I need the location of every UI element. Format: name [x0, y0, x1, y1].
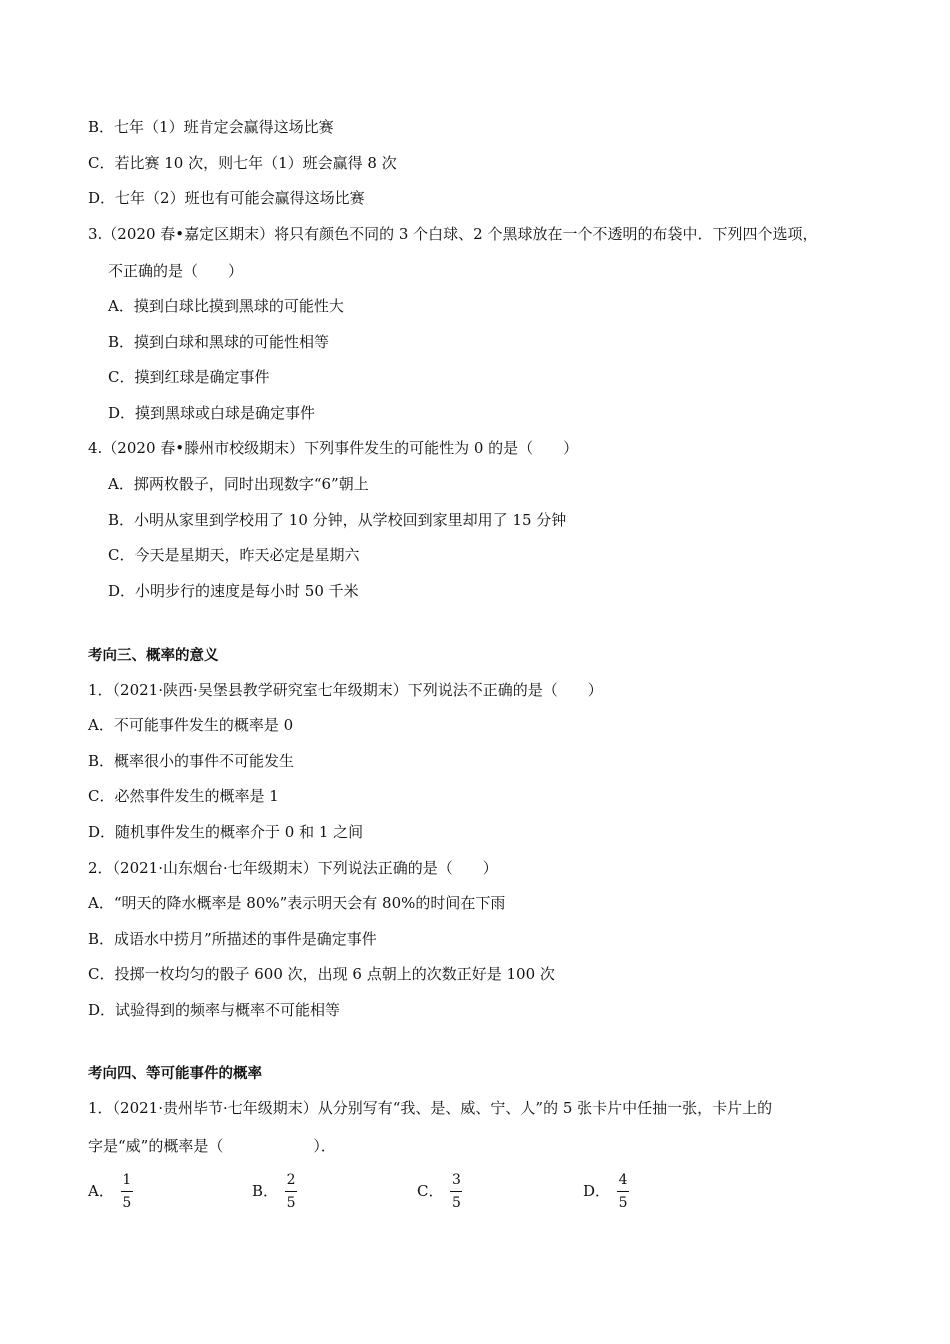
fraction	[284, 1172, 298, 1211]
prev-option-c: C．若比赛 10 次，则七年（1）班会赢得 8 次	[88, 154, 397, 172]
fraction-denominator: 5	[286, 1194, 296, 1211]
s4-q1-option-b	[252, 1166, 298, 1216]
s3-q1-option-a: A．不可能事件发生的概率是 0	[88, 716, 294, 734]
s3-q1-option-d: D．随机事件发生的概率介于 0 和 1 之间	[88, 823, 364, 841]
s4-q1-option-d	[583, 1166, 630, 1216]
fraction	[120, 1172, 134, 1211]
fraction-numerator: 3	[452, 1171, 461, 1188]
fraction-bar	[285, 1191, 297, 1192]
prev-option-d: D．七年（2）班也有可能会赢得这场比赛	[88, 189, 365, 207]
prev-option-b: B．七年（1）班肯定会赢得这场比赛	[88, 118, 334, 136]
s3-q1-stem: 1．（2021·陕西·吴堡县教学研究室七年级期末）下列说法不正确的是（ ）	[88, 681, 603, 699]
s3-q2-option-c: C．投掷一枚均匀的骰子 600 次，出现 6 点朝上的次数正好是 100 次	[88, 965, 555, 983]
fraction-denominator: 5	[618, 1194, 628, 1211]
section4-heading: 考向四、等可能事件的概率	[88, 1066, 262, 1082]
s3-q2-option-a: A．“明天的降水概率是 80%”表示明天会有 80%的时间在下雨	[88, 894, 506, 912]
q3-option-b: B．摸到白球和黑球的可能性相等	[108, 333, 330, 351]
fraction-denominator: 5	[122, 1194, 132, 1211]
s3-q2-option-b: B．成语水中捞月”所描述的事件是确定事件	[88, 930, 377, 948]
option-letter: D．	[583, 1182, 611, 1200]
fraction	[616, 1172, 630, 1211]
q4-stem: 4.（2020 春•滕州市校级期末）下列事件发生的可能性为 0 的是（ ）	[88, 439, 579, 457]
fraction	[449, 1172, 463, 1211]
fraction-numerator: 4	[618, 1171, 628, 1188]
fraction-bar	[121, 1191, 133, 1192]
option-letter: C．	[417, 1182, 444, 1200]
s4-q1-option-c	[417, 1166, 463, 1216]
q4-option-c: C．今天是星期天，昨天必定是星期六	[108, 546, 360, 564]
fraction-numerator: 1	[122, 1171, 132, 1188]
s3-q2-stem: 2．（2021·山东烟台·七年级期末）下列说法正确的是（ ）	[88, 859, 498, 877]
option-letter: A．	[88, 1182, 114, 1200]
option-letter: B．	[252, 1182, 279, 1200]
s4-q1-option-a	[88, 1166, 134, 1216]
s4-q1-stem-line2: 字是“威”的概率是（ ）．	[88, 1137, 336, 1155]
q4-option-a: A．掷两枚骰子，同时出现数字“6”朝上	[108, 475, 369, 493]
q4-option-d: D．小明步行的速度是每小时 50 千米	[108, 582, 359, 600]
fraction-bar	[450, 1191, 462, 1192]
q4-option-b: B．小明从家里到学校用了 10 分钟，从学校回到家里却用了 15 分钟	[108, 511, 567, 529]
s3-q1-option-c: C．必然事件发生的概率是 1	[88, 787, 279, 805]
fraction-denominator: 5	[452, 1194, 461, 1211]
q3-stem-line2: 不正确的是（ ）	[108, 262, 244, 280]
s4-q1-options	[0, 1166, 950, 1216]
section3-heading: 考向三、概率的意义	[88, 648, 219, 664]
fraction-bar	[617, 1191, 629, 1192]
s3-q2-option-d: D．试验得到的频率与概率不可能相等	[88, 1001, 341, 1019]
s4-q1-stem-line1: 1．（2021·贵州毕节·七年级期末）从分别写有“我、是、威、宁、人”的 5 张卡片中任抽一张，卡片上的	[88, 1099, 773, 1117]
s3-q1-option-b: B．概率很小的事件不可能发生	[88, 752, 295, 770]
q3-stem-line1: 3.（2020 春•嘉定区期末）将只有颜色不同的 3 个白球、2 个黑球放在一个不透明的布袋中．下列四个选项，	[88, 225, 818, 243]
fraction-numerator: 2	[286, 1171, 296, 1188]
q3-option-d: D．摸到黑球或白球是确定事件	[108, 404, 316, 422]
q3-option-c: C．摸到红球是确定事件	[108, 368, 270, 386]
q3-option-a: A．摸到白球比摸到黑球的可能性大	[108, 297, 344, 315]
